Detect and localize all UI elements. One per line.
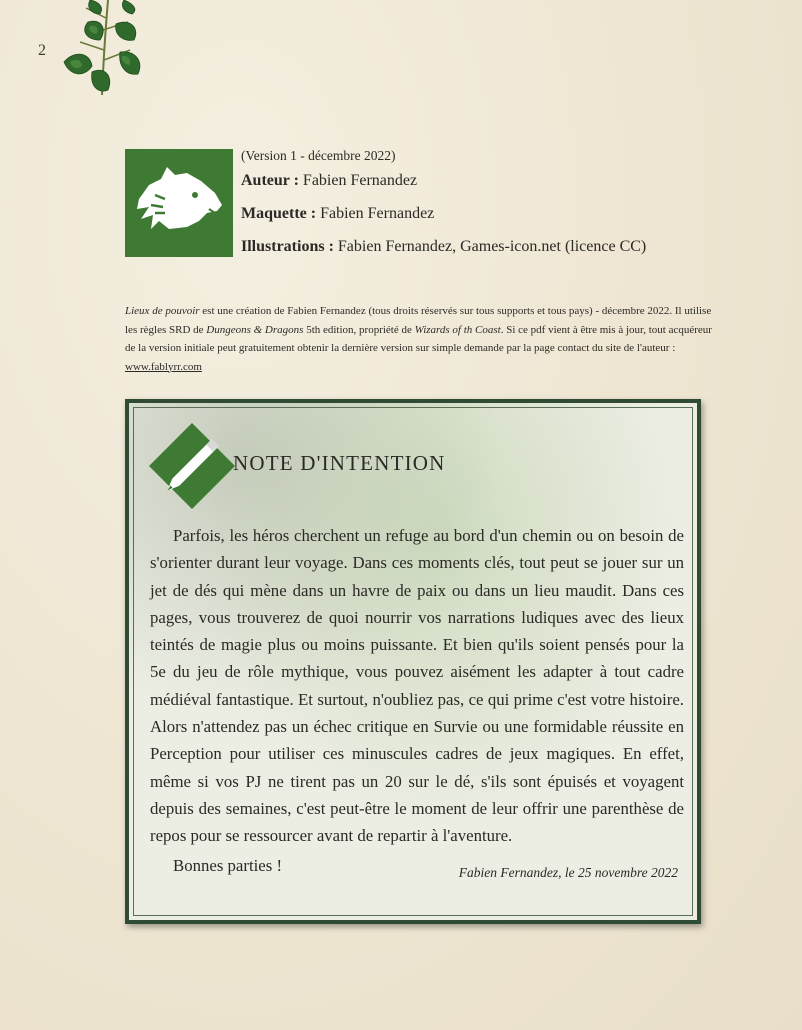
note-closing: Bonnes parties !: [173, 855, 283, 875]
legal-text-2: 5th edition, propriété de: [303, 323, 415, 336]
bear-logo: [125, 149, 233, 257]
note-signature: Fabien Fernandez, le 25 novembre 2022: [458, 865, 678, 880]
version-text: (Version 1 - décembre 2022): [241, 148, 396, 163]
publisher-name: Wizards of th Coast: [414, 323, 501, 336]
note-of-intent-box: [125, 399, 701, 924]
layout-line: [241, 203, 646, 236]
note-body: [150, 522, 684, 879]
author-website-link[interactable]: www.fablyrr.com: [125, 360, 202, 373]
ivy-leaves-icon: [60, 0, 155, 100]
author-label: Auteur :: [241, 172, 299, 189]
credits-block: [241, 146, 646, 269]
author-value: Fabien Fernandez: [302, 172, 418, 189]
bear-head-icon: [125, 149, 233, 257]
note-title: NOTE D'INTENTION: [233, 451, 446, 475]
illustrations-line: [241, 236, 646, 269]
game-title: Dungeons & Dragons: [206, 323, 304, 336]
layout-label: Maquette :: [241, 205, 317, 222]
illustrations-value: Fabien Fernandez, Games-icon.net (licence CC): [337, 238, 647, 255]
book-title: Lieux de pouvoir: [125, 305, 200, 317]
page-number: 2: [38, 42, 46, 59]
legal-notice: [125, 302, 715, 376]
legal-text-1: est une création de Fabien Fernandez (tous droits réservés sur tous supports et tous pays) - décembre 2022. Il utilise les règles SRD de: [125, 305, 712, 336]
layout-value: Fabien Fernandez: [320, 205, 435, 222]
quill-pen-icon: [147, 421, 237, 511]
note-paragraph: Parfois, les héros cherchent un refuge au bord d'un chemin ou on besoin de s'orienter durant leur voyage. Dans ces moments clés, tout peut se jouer sur un jet de dés qui mène dans un havre de paix ou dans un lieu maudit. Dans ces pages, vous trouverez de quoi nourrir vos narrations ludiques avec des lieux teintés de magie plus ou moins puissante. Et bien qu'ils soient pensés pour la 5e du jeu de rôle mythique, vous pouvez aisément les adapter à tout cadre médiéval fantastique. Et surtout, n'oubliez pas, ce qui prime c'est votre histoire. Alors n'attendez pas un échec critique en Survie ou une formidable réussite en Perception pour utiliser ces minuscules cadres de jeux magiques. En effet, même si vos PJ ne tirent pas un 20 sur le dé, s'ils sont épuisés et voyagent depuis des semaines, c'est peut-être le moment de leur offrir une parenthèse de repos pour se ressourcer avant de repartir à l'aventure.: [150, 526, 684, 846]
illustrations-label: Illustrations :: [241, 238, 334, 255]
legal-text-3: . Si ce pdf vient à être mis à jour, tout acquéreur de la version initiale peut gratuitement obtenir la dernière version sur simple demande par la page contact du site de l'auteur :: [125, 323, 712, 354]
author-line: [241, 170, 646, 203]
